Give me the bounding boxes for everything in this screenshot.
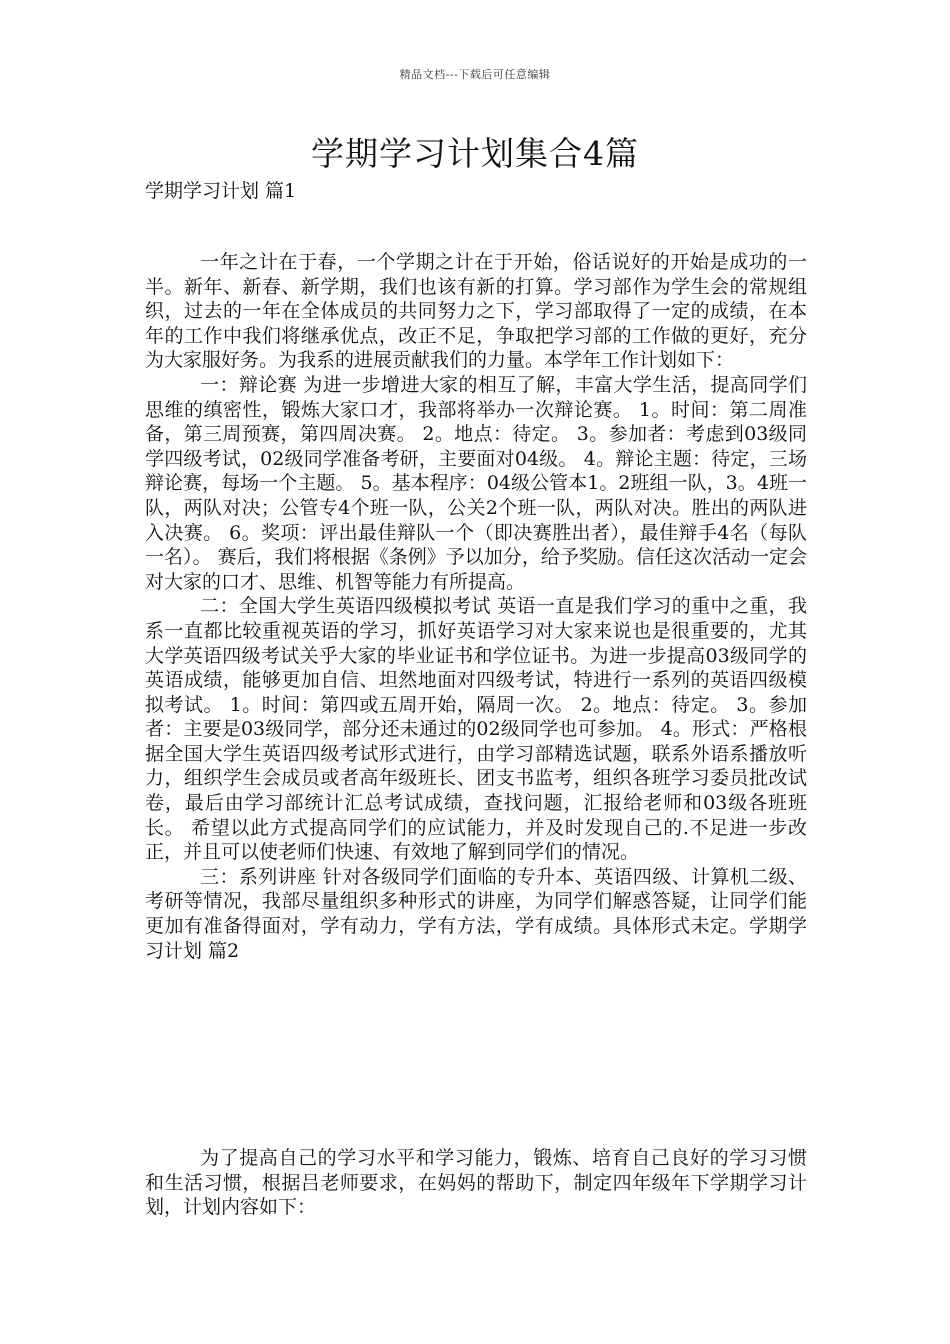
- header-note: 精品文档---下载后可任意编辑: [399, 68, 551, 81]
- paragraph-plan-2-intro: 为了提高自己的学习水平和学习能力，锻炼、培育自己良好的学习习惯和生活习惯，根据吕老师要求，在妈妈的帮助下，制定四年级年下学期学习计划，计划内容如下：: [145, 1147, 807, 1219]
- paragraph-debate: 一：辩论赛 为进一步增进大家的相互了解，丰富大学生活，提高同学们思维的缜密性，锻炼大家口才，我部将举办一次辩论赛。 1。时间：第二周准备，第三周预赛，第四周决赛。 2。地点：待定。 3。参加者：考虑到03级同学四级考试，02级同学准备考研，主要面对04级。 4。辩论主题：待定，三场辩论赛，每场一个主题。 5。基本程序：04级公管本1。2班组一队，3。4班一队，两队对决；公管专4个班一队，公关2个班一队，两队对决。胜出的两队进入决赛。 6。奖项：评出最佳辩队一个（即决赛胜出者），最佳辩手4名（每队一名）。 赛后，我们将根据《条例》予以加分，给予奖励。信任这次活动一定会对大家的口才、思维、机智等能力有所提高。: [145, 373, 807, 593]
- section-1-body: [145, 250, 807, 963]
- document-title: 学期学习计划集合4篇: [311, 134, 639, 173]
- section-2-body: [145, 1146, 807, 1220]
- paragraph-lectures: 三：系列讲座 针对各级同学们面临的专升本、英语四级、计算机二级、考研等情况，我部尽量组织多种形式的讲座，为同学们解惑答疑，让同学们能更加有准备得面对，学有动力，学有方法，学有成绩。具体形式未定。学期学习计划 篇2: [145, 865, 807, 962]
- section-1-title: 学期学习计划 篇1: [145, 180, 297, 202]
- paragraph-intro: 一年之计在于春，一个学期之计在于开始，俗话说好的开始是成功的一半。新年、新春、新学期，我们也该有新的打算。学习部作为学生会的常规组织，过去的一年在全体成员的共同努力之下，学习部取得了一定的成绩，在本年的工作中我们将继承优点，改正不足，争取把学习部的工作做的更好，充分为大家服好务。为我系的进展贡献我们的力量。本学年工作计划如下：: [145, 251, 807, 372]
- paragraph-cet4-mock: 二：全国大学生英语四级模拟考试 英语一直是我们学习的重中之重，我系一直都比较重视英语的学习，抓好英语学习对大家来说也是很重要的，尤其大学英语四级考试关乎大家的毕业证书和学位证书。为进一步提高03级同学的英语成绩，能够更加自信、坦然地面对四级考试，特进行一系列的英语四级模拟考试。 1。时间：第四或五周开始，隔周一次。 2。地点：待定。 3。参加者：主要是03级同学，部分还未通过的02级同学也可参加。 4。形式：严格根据全国大学生英语四级考试形式进行，由学习部精选试题，联系外语系播放听力，组织学生会成员或者高年级班长、团支书监考，组织各班学习委员批改试卷，最后由学习部统计汇总考试成绩，查找问题，汇报给老师和03级各班班长。 希望以此方式提高同学们的应试能力，并及时发现自己的.不足进一步改正，并且可以使老师们快速、有效地了解到同学们的情况。: [145, 595, 807, 864]
